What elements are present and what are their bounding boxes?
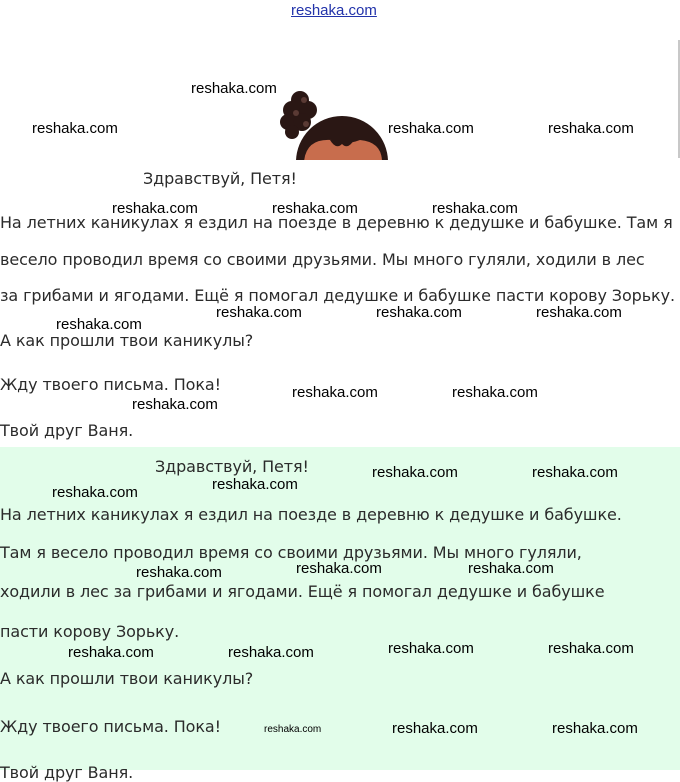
watermark: reshaka.com — [392, 720, 478, 737]
letter-line: Жду твоего письма. Пока! — [0, 375, 221, 394]
letter-line: пасти корову Зорьку. — [0, 622, 180, 641]
watermark: reshaka.com — [264, 724, 322, 735]
watermark: reshaka.com — [32, 120, 118, 137]
watermark: reshaka.com — [68, 644, 154, 661]
watermark: reshaka.com — [376, 304, 462, 321]
letter-line: На летних каникулах я ездил на поезде в деревню к дедушке и бабушке. — [0, 505, 622, 524]
watermark: reshaka.com — [228, 644, 314, 661]
watermark: reshaka.com — [536, 304, 622, 321]
header-site-link[interactable]: reshaka.com — [291, 2, 377, 19]
watermark: reshaka.com — [388, 120, 474, 137]
letter-line: Там я весело проводил время со своими друзьями. Мы много гуляли, — [0, 543, 582, 562]
watermark: reshaka.com — [532, 464, 618, 481]
watermark: reshaka.com — [132, 396, 218, 413]
watermark: reshaka.com — [56, 316, 142, 333]
watermark: reshaka.com — [212, 476, 298, 493]
watermark: reshaka.com — [191, 80, 277, 97]
watermark: reshaka.com — [388, 640, 474, 657]
watermark: reshaka.com — [52, 484, 138, 501]
letter-signature: Твой друг Ваня. — [0, 763, 134, 782]
letter-line: На летних каникулах я ездил на поезде в деревню к дедушке и бабушке. Там я — [0, 213, 673, 232]
watermark: reshaka.com — [372, 464, 458, 481]
letter-line: Жду твоего письма. Пока! — [0, 717, 221, 736]
letter-line: ходили в лес за грибами и ягодами. Ещё я помогал дедушке и бабушке — [0, 582, 605, 601]
watermark: reshaka.com — [552, 720, 638, 737]
letter-line: А как прошли твои каникулы? — [0, 331, 254, 350]
letter-line: А как прошли твои каникулы? — [0, 669, 254, 688]
letter-greeting: Здравствуй, Петя! — [155, 457, 309, 476]
letter-line: за грибами и ягодами. Ещё я помогал дедушке и бабушке пасти корову Зорьку. — [0, 286, 675, 305]
watermark: reshaka.com — [296, 560, 382, 577]
watermark: reshaka.com — [272, 200, 358, 217]
girl-avatar-icon — [270, 80, 400, 160]
watermark: reshaka.com — [292, 384, 378, 401]
watermark: reshaka.com — [216, 304, 302, 321]
watermark: reshaka.com — [432, 200, 518, 217]
letter-greeting: Здравствуй, Петя! — [143, 169, 297, 188]
watermark: reshaka.com — [548, 640, 634, 657]
watermark: reshaka.com — [112, 200, 198, 217]
watermark: reshaka.com — [548, 120, 634, 137]
letter-line: весело проводил время со своими друзьями. Мы много гуляли, ходили в лес — [0, 250, 645, 269]
letter-signature: Твой друг Ваня. — [0, 421, 134, 440]
watermark: reshaka.com — [468, 560, 554, 577]
watermark: reshaka.com — [136, 564, 222, 581]
watermark: reshaka.com — [452, 384, 538, 401]
